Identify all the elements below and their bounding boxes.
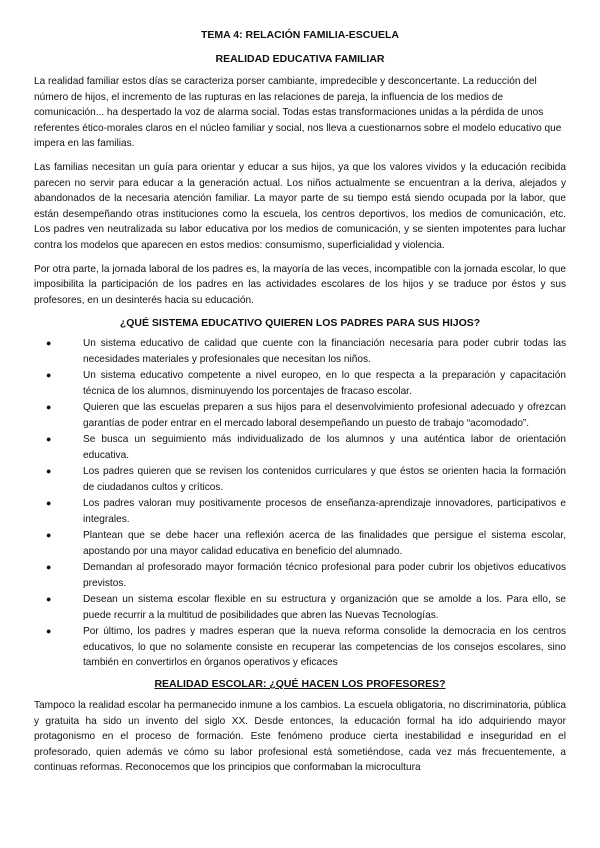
list-item-text: Por último, los padres y madres esperan que la nueva reforma consolide la democracia en los centros educativos, lo que no solamente consiste en recuperar las competencias de los consejos escolares, sino también en convertirlos en órganos operativos y eficaces [83, 626, 566, 669]
list-item-text: Los padres valoran muy positivamente procesos de enseñanza-aprendizaje innovadores, participativos e integrales. [83, 498, 566, 525]
bullet-icon: ● [46, 498, 52, 509]
list-item [34, 528, 566, 559]
bullet-icon: ● [46, 562, 52, 573]
list-item [34, 624, 566, 671]
list-item [34, 432, 566, 463]
list-item [34, 592, 566, 623]
list-item [34, 368, 566, 399]
paragraph-work-schedule: Por otra parte, la jornada laboral de los padres es, la mayoría de las veces, incompatible con la jornada escolar, lo que imposibilita la participación de los padres en las actividades escolares de los hijos y se traduce por éstos y sus profesores, en un desinterés hacia su educación. [34, 263, 566, 306]
section-heading-parents: ¿QUÉ SISTEMA EDUCATIVO QUIEREN LOS PADRES PARA SUS HIJOS? [119, 317, 481, 330]
paragraph-family-needs: Las familias necesitan un guía para orientar y educar a sus hijos, ya que los valores vividos y la educación recibida parecen no servir para educar a la generación actual. Los niños actualmente se encuentran a la deriva, alejados y abandonados de la necesaria atención familiar. La mayor parte de su tiempo está siendo ocupada por la labor, que están desempeñando otras instituciones como la escuela, los centros deportivos, los medios de comunicación, etc. Los padres ven neutralizada su labor educativa por los medios de comunicación, y se sienten impotentes para luchar contra los modelos que aparecen en estos medios: consumismo, superficialidad y violencia. [34, 161, 566, 251]
section-heading-school: REALIDAD ESCOLAR: ¿QUÉ HACEN LOS PROFESORES? [154, 677, 446, 690]
bullet-icon: ● [46, 626, 52, 637]
list-item-text: Quieren que las escuelas preparen a sus hijos para el desenvolvimiento profesional adecuado y ofrezcan garantías de poder entrar en el mercado laboral desempeñando un puesto de trabajo “acomodado”. [83, 402, 566, 429]
list-item [34, 560, 566, 591]
list-item-text: Los padres quieren que se revisen los contenidos curriculares y que éstos se orienten hacia la formación de ciudadanos cultos y críticos. [83, 466, 566, 493]
bullet-icon: ● [46, 466, 52, 477]
list-item-text: Se busca un seguimiento más individualizado de los alumnos y una auténtica labor de orientación educativa. [83, 434, 566, 461]
list-item-text: Un sistema educativo competente a nivel europeo, en lo que respecta a la preparación y capacitación técnica de los alumnos, disminuyendo los porcentajes de fracaso escolar. [83, 370, 566, 397]
list-item-text: Demandan al profesorado mayor formación técnico profesional para poder cubrir los objetivos educativos previstos. [83, 562, 566, 589]
list-item [34, 336, 566, 367]
section-title-family: REALIDAD EDUCATIVA FAMILIAR [215, 53, 385, 65]
document-title: TEMA 4: RELACIÓN FAMILIA-ESCUELA [201, 29, 399, 41]
document-page [34, 28, 566, 784]
list-item-text: Un sistema educativo de calidad que cuente con la financiación necesaria para poder cubrir todas las necesidades materiales y profesionales que necesitan los niños. [83, 338, 566, 365]
list-item-text: Plantean que se debe hacer una reflexión acerca de las finalidades que persigue el sistema escolar, apostando por una mayor calidad educativa en beneficio del alumnado. [83, 530, 566, 557]
bullet-icon: ● [46, 530, 52, 541]
bullet-icon: ● [46, 370, 52, 381]
list-item [34, 400, 566, 431]
bullet-list [34, 336, 566, 671]
list-item-text: Desean un sistema escolar flexible en su estructura y organización que se amolde a los. Para ello, se puede recurrir a la multitud de posibilidades que abren las Nuevas Tecnologías. [83, 594, 566, 621]
list-item [34, 464, 566, 495]
paragraph-school-reality: Tampoco la realidad escolar ha permanecido inmune a los cambios. La escuela obligatoria, no discriminatoria, pública y gratuita ha sido un invento del siglo XX. Desde entonces, la educación formal ha ido adquiriendo mayor protagonismo en el proceso de formación. Este fenómeno produce cierta inestabilidad e inseguridad en el profesorado, quien además ve cómo su labor profesional está sometiéndose, cada vez más frecuentemente, a continuas reformas. Reconocemos que los principios que conformaban la microcultura [34, 699, 566, 774]
bullet-icon: ● [46, 594, 52, 605]
list-item [34, 496, 566, 527]
paragraph-family-reality: La realidad familiar estos días se caracteriza porser cambiante, impredecible y desconcertante. La reducción del número de hijos, el incremento de las rupturas en las relaciones de pareja, la influencia de los medios de comunicación... ha despertado la voz de alarma social. Todas estas transformaciones unidas a la pérdida de unos referentes ético-morales claros en el núcleo familiar y social, nos lleva a cuestionarnos sobre el modelo educativo que impera en las familias. [34, 76, 562, 150]
bullet-icon: ● [46, 402, 52, 413]
bullet-icon: ● [46, 338, 52, 349]
bullet-icon: ● [46, 434, 52, 445]
